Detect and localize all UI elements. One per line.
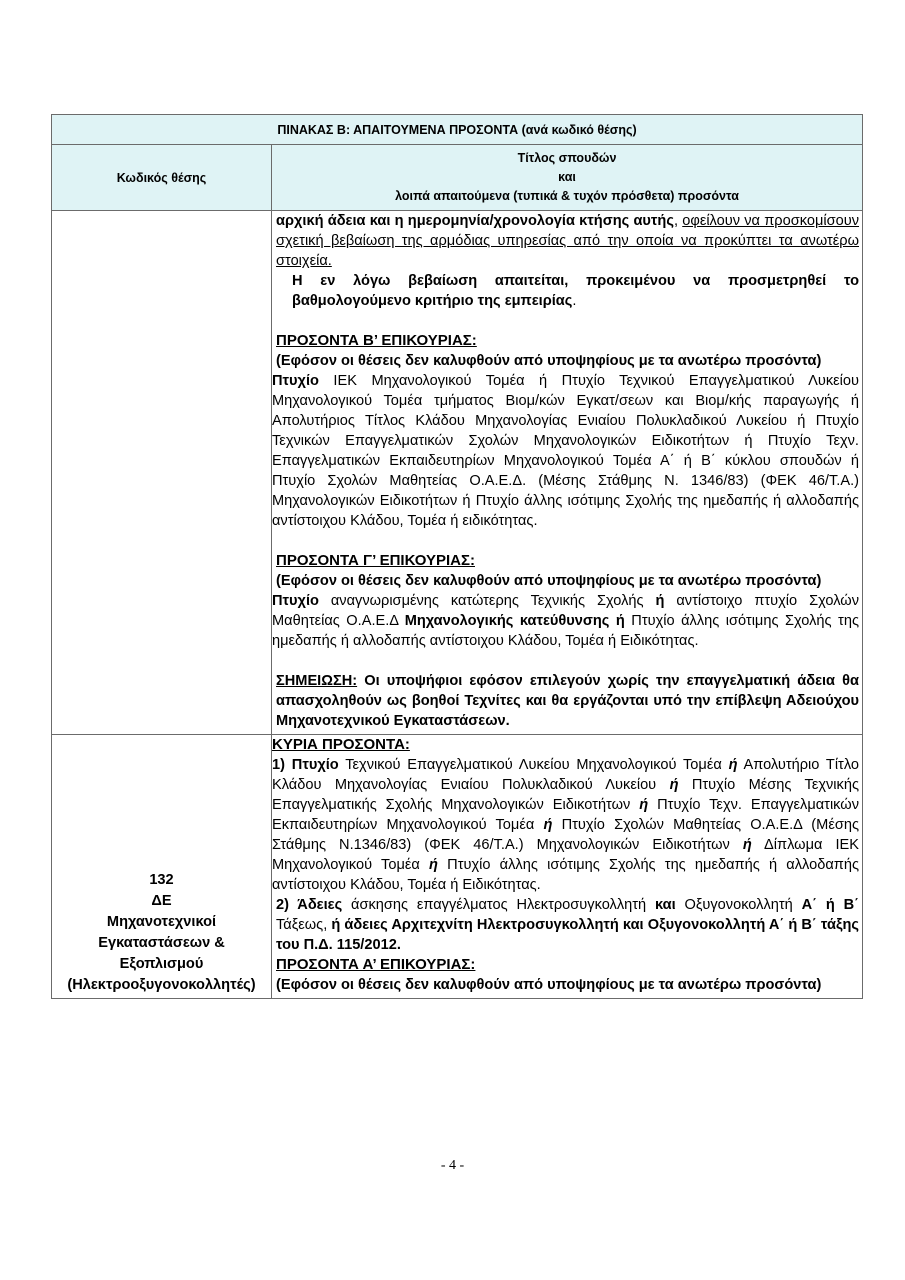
header-title-line1: Τίτλος σπουδών [517, 151, 617, 165]
req2-grade: Α΄ ή Β΄ [801, 897, 859, 913]
req1-t3: Πτυχίο Μέσης Τεχνικής Επαγγελματικής Σχολής Μηχανολογικών Ειδικοτήτων [272, 777, 859, 813]
page-number: - 4 - [440, 1158, 465, 1173]
table-title: ΠΙΝΑΚΑΣ Β: ΑΠΑΙΤΟΥΜΕΝΑ ΠΡΟΣΟΝΤΑ (ανά κωδικό θέσης) [52, 115, 863, 145]
req1-t2: Απολυτήριο Τίτλο Κλάδου Μηχανολογίας Ενιαίου Πολυκλαδικού Λυκείου [272, 757, 860, 793]
req1-or5: ή [742, 837, 752, 853]
table-header-row [52, 145, 863, 211]
certificate-note [272, 271, 862, 311]
continuation-paragraph [272, 211, 862, 271]
requirements-table [51, 114, 863, 999]
b-auxiliary-title: ΠΡΟΣΟΝΤΑ Β’ ΕΠΙΚΟΥΡΙΑΣ: [276, 332, 477, 349]
header-code: Κωδικός θέσης [52, 145, 272, 211]
req2-number: 2) [276, 897, 298, 913]
req2-t3: Τάξεως, [276, 917, 332, 933]
c-body-c: Πτυχίο άλλης ισότιμης Σχολής της ημεδαπής ή αλλοδαπής αντίστοιχου Κλάδου, Τομέα ή Ειδικότητας. [272, 613, 859, 649]
req1-or4: ή [543, 817, 553, 833]
c-auxiliary-condition: (Εφόσον οι θέσεις δεν καλυφθούν από υποψηφίους με τα ανωτέρω προσόντα) [276, 573, 822, 589]
req1-t1: Τεχνικού Επαγγελματικού Λυκείου Μηχανολογικού Τομέα [338, 757, 729, 773]
note-label: ΣΗΜΕΙΩΣΗ: [276, 673, 358, 689]
table-row [52, 211, 863, 735]
certificate-note-end: . [572, 293, 577, 309]
position-category: ΔΕ [151, 893, 172, 909]
req1-number: 1) [272, 757, 292, 773]
req1-t5: Πτυχίο Σχολών Μαθητείας Ο.Α.Ε.Δ (Μέσης Στάθμης Ν.1346/83) (ΦΕΚ 46/Τ.Α.) Μηχανολογικών Ειδικοτήτων [272, 817, 859, 853]
table-title-row [52, 115, 863, 145]
continuation-underlined: οφείλουν να προσκομίσουν σχετική βεβαίωση της αρμόδιας υπηρεσίας από την οποία να προκύπτει τα ανωτέρω στοιχεία. [276, 213, 860, 269]
b-lead: Πτυχίο [272, 373, 319, 389]
b-auxiliary-condition: (Εφόσον οι θέσεις δεν καλυφθούν από υποψηφίους με τα ανωτέρω προσόντα) [276, 353, 822, 369]
row2-requirements-cell [272, 735, 863, 999]
c-or: ή [655, 593, 665, 609]
c-body-a: αναγνωρισμένης κατώτερης Τεχνικής Σχολής [318, 593, 656, 609]
req1-t4: Πτυχίο Τεχν. Επαγγελματικών Εκπαιδευτηρίων Μηχανολογικού Τομέα [272, 797, 859, 833]
req2-and: και [654, 897, 676, 913]
row1-requirements-cell [272, 211, 863, 735]
a-auxiliary-condition: (Εφόσον οι θέσεις δεν καλυφθούν από υποψηφίους με τα ανωτέρω προσόντα) [276, 977, 822, 993]
requirement-2 [272, 895, 862, 955]
c-body-b: αντίστοιχο πτυχίο Σχολών Μαθητείας Ο.Α.Ε.Δ [272, 593, 859, 629]
req1-t7: Πτυχίο άλλης ισότιμης Σχολής της ημεδαπής ή αλλοδαπής αντίστοιχου Κλάδου, Τομέα ή Ειδικότητας. [272, 857, 860, 893]
req1-t6: Δίπλωμα ΙΕΚ Μηχανολογικού Τομέα [272, 837, 859, 873]
req1-or3: ή [639, 797, 649, 813]
continuation-bold: αρχική άδεια και η ημερομηνία/χρονολογία κτήσης αυτής [276, 213, 674, 229]
req2-bold: ή άδειες Αρχιτεχνίτη Ηλεκτροσυγκολλητή και Οξυγονοκολλητή Α΄ ή Β΄ τάξης του Π.Δ. 115/2012. [276, 917, 859, 953]
continuation-sep: , [673, 213, 683, 229]
main-requirements-title: ΚΥΡΙΑ ΠΡΟΣΟΝΤΑ: [272, 736, 410, 753]
header-title [272, 145, 863, 211]
req1-or2: ή [669, 777, 679, 793]
row2-code-cell [52, 735, 272, 999]
c-bold: Μηχανολογικής κατεύθυνσης ή [404, 613, 625, 629]
b-auxiliary-text [272, 371, 862, 531]
req1-or1: ή [728, 757, 738, 773]
c-lead: Πτυχίο [272, 593, 319, 609]
req2-lead: Άδειες [297, 897, 343, 913]
a-auxiliary-title: ΠΡΟΣΟΝΤΑ Α’ ΕΠΙΚΟΥΡΙΑΣ: [276, 956, 476, 973]
req1-lead: Πτυχίο [291, 757, 339, 773]
c-auxiliary-title: ΠΡΟΣΟΝΤΑ Γ’ ΕΠΙΚΟΥΡΙΑΣ: [276, 552, 475, 569]
position-name-line1: Μηχανοτεχνικοί [106, 914, 217, 930]
note-paragraph [272, 671, 862, 734]
position-name-line3: Εξοπλισμού [119, 956, 204, 972]
b-body: ΙΕΚ Μηχανολογικού Τομέα ή Πτυχίο Τεχνικού Επαγγελματικού Λυκείου Μηχανολογικού Τομέα τμήματος Βιομ/κών Εγκατ/σεων και Βιομ/κής παραγωγής ή Απολυτήριος Τίτλος Κλάδου Μηχανολογίας Ενιαίου Πολυκλαδικού Λυκείου ή Πτυχίο Τεχνικών Επαγγελματικών Σχολών Μηχανολογικών Ειδικοτήτων ή Πτυχίο Τεχν. Επαγγελματικών Εκπαιδευτηρίων Μηχανολογικού Τομέα Α΄ ή Β΄ κύκλου σπουδών ή Πτυχίο Σχολών Μαθητείας Ο.Α.Ε.Δ. (Μέσης Στάθμης Ν. 1346/83) (ΦΕΚ 46/Τ.Α.) Μηχανολογικών Ειδικοτήτων ή Πτυχίο άλλης ισότιμης Σχολής της ημεδαπής ή αλλοδαπής αντίστοιχου Κλάδου, Τομέα ή ειδικότητας. [272, 373, 859, 529]
note-text: Οι υποψήφιοι εφόσον επιλεγούν χωρίς την επαγγελματική άδεια θα απασχοληθούν ως βοηθοί Τεχνίτες και θα εργάζονται υπό την επίβλεψη Αδειούχου Μηχανοτεχνικού Εγκαταστάσεων. [276, 673, 859, 729]
requirement-1 [272, 755, 862, 895]
position-code-number: 132 [149, 872, 174, 888]
c-auxiliary-text [272, 591, 862, 651]
header-title-line2: και [558, 170, 576, 184]
position-name-line4: (Ηλεκτροοξυγονοκολλητές) [67, 977, 256, 993]
certificate-note-bold: Η εν λόγω βεβαίωση απαιτείται, προκειμένου να προσμετρηθεί το βαθμολογούμενο κριτήριο της εμπειρίας [292, 273, 859, 309]
req2-t2: Οξυγονοκολλητή [675, 897, 802, 913]
position-name-line2: Εγκαταστάσεων & [98, 935, 225, 951]
row1-code-cell [52, 211, 272, 735]
header-title-line3: λοιπά απαιτούμενα (τυπικά & τυχόν πρόσθετα) προσόντα [395, 189, 739, 203]
table-row [52, 735, 863, 999]
req2-t1: άσκησης επαγγέλματος Ηλεκτροσυγκολλητή [342, 897, 655, 913]
req1-or6: ή [429, 857, 438, 873]
